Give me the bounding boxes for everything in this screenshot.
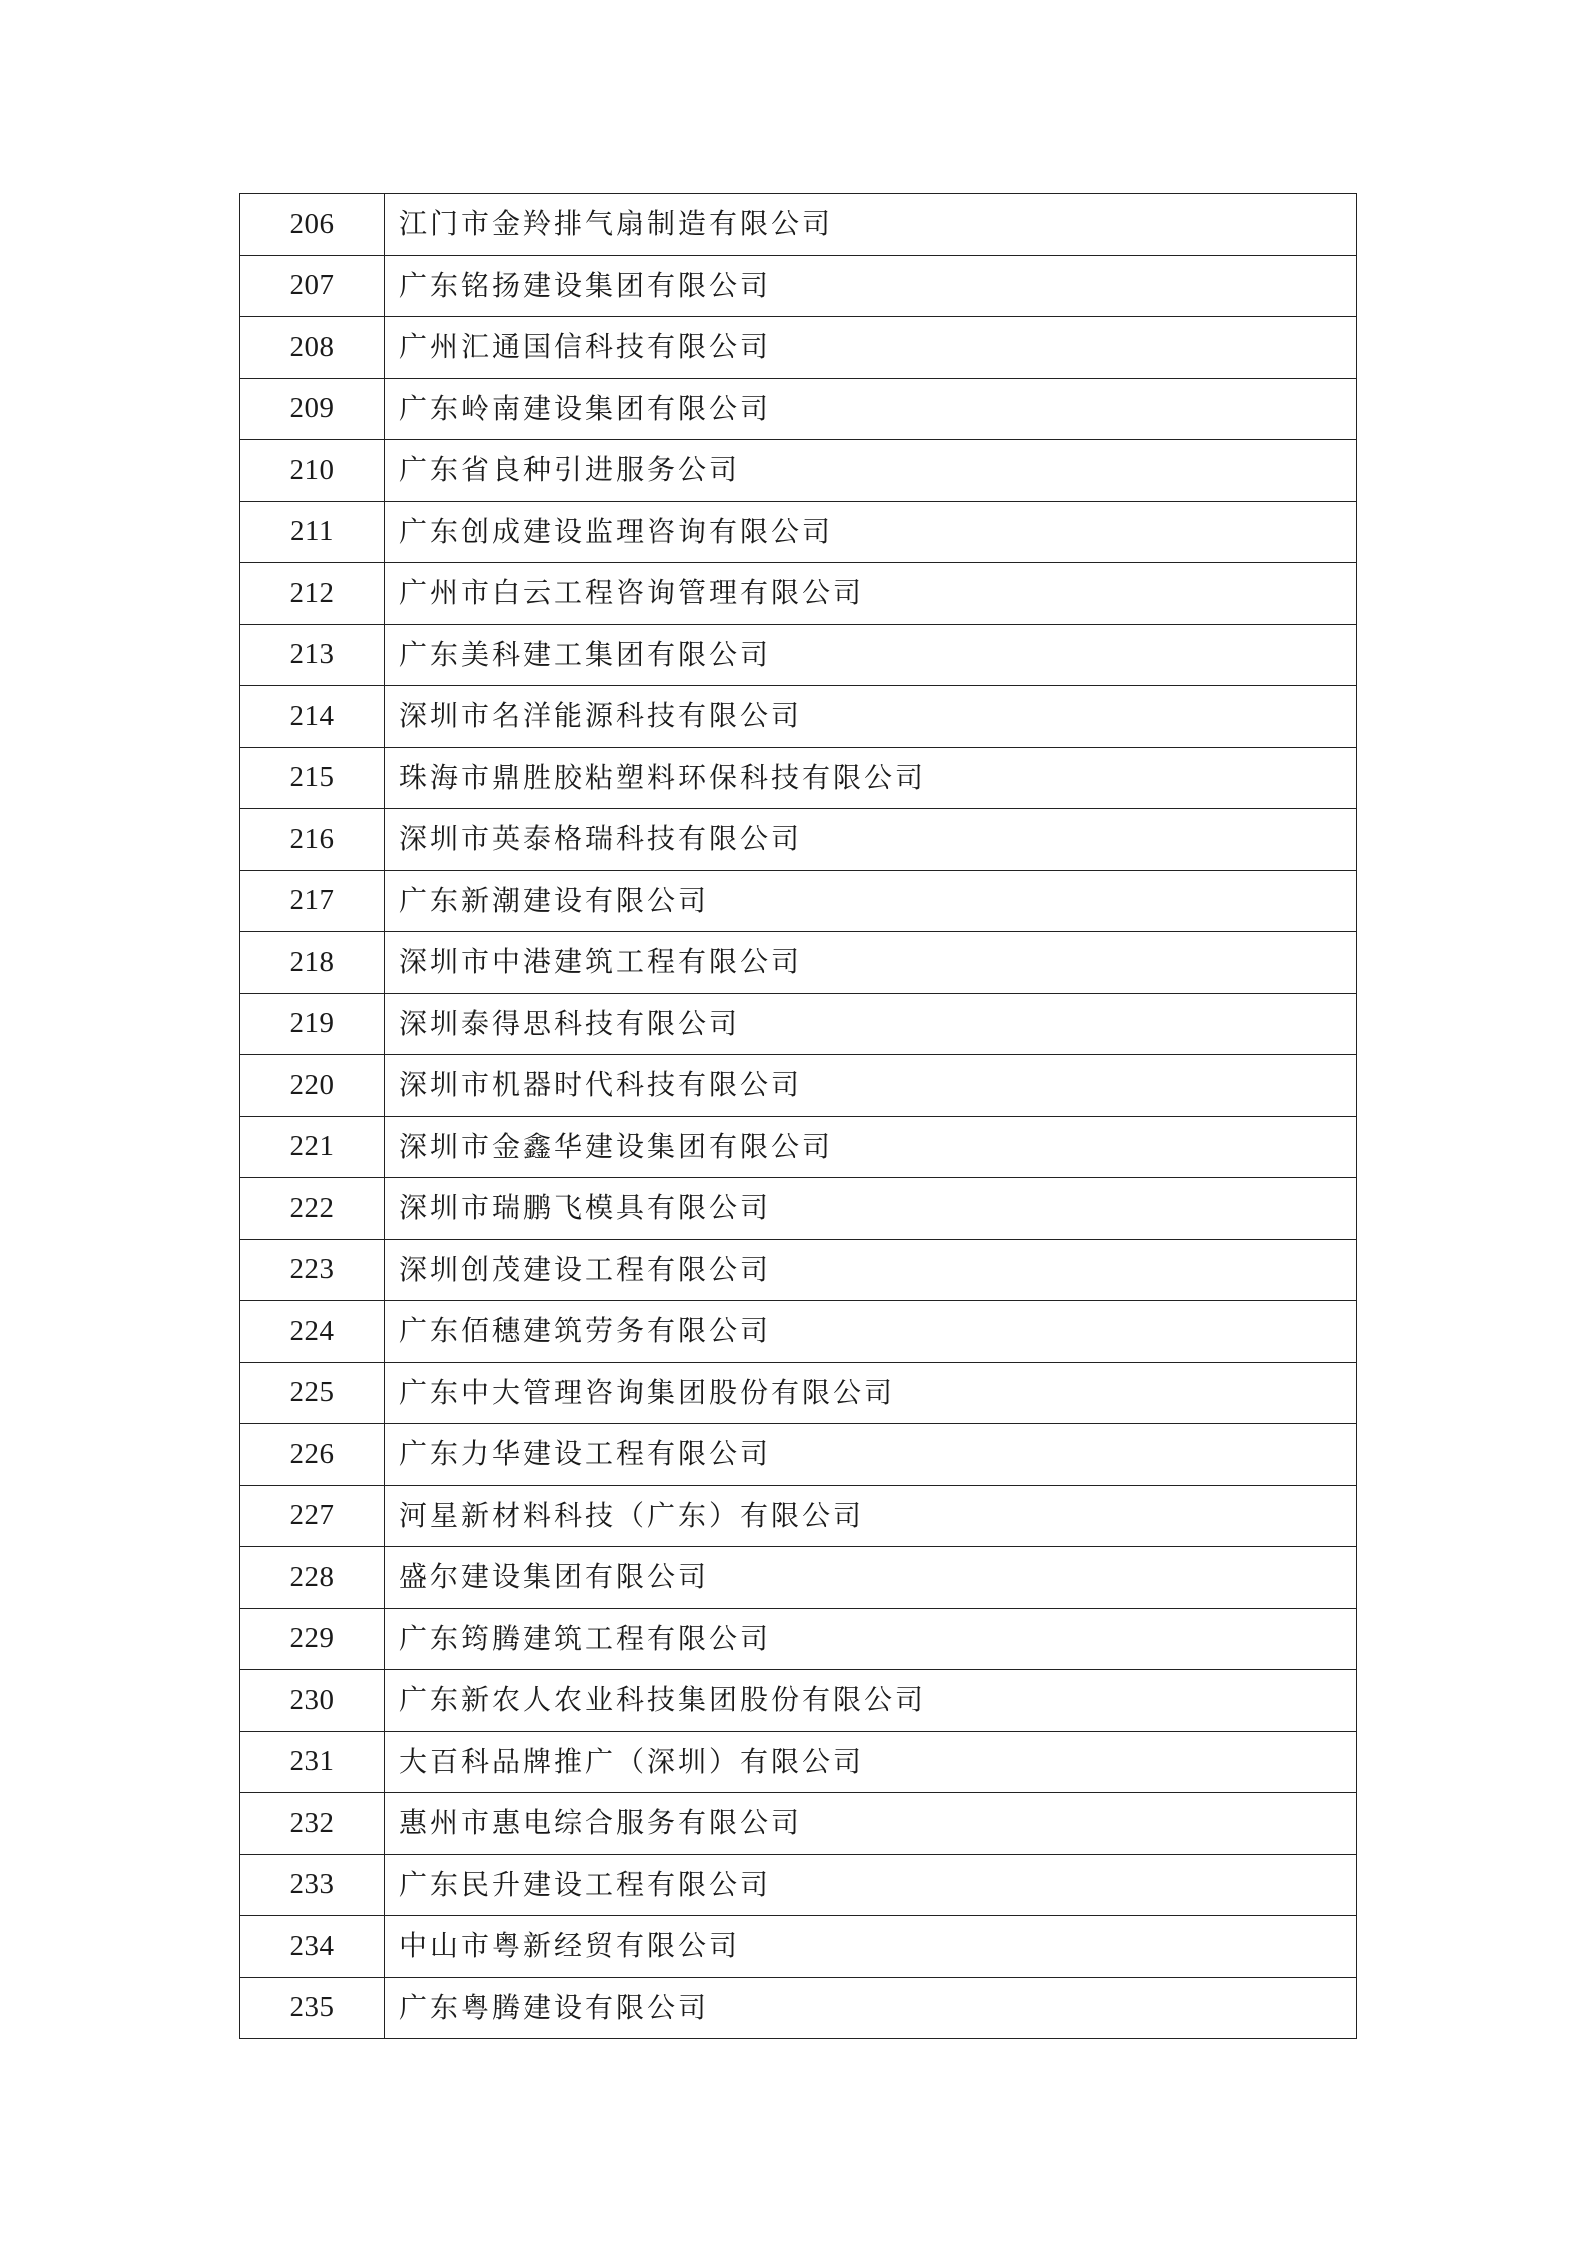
row-number: 226	[240, 1424, 385, 1486]
table-row	[240, 1424, 1357, 1486]
table-row	[240, 870, 1357, 932]
table-row	[240, 1116, 1357, 1178]
row-number: 232	[240, 1793, 385, 1855]
company-name: 广东岭南建设集团有限公司	[385, 378, 1357, 440]
table-row	[240, 1608, 1357, 1670]
row-number: 220	[240, 1055, 385, 1117]
table-row	[240, 440, 1357, 502]
company-name: 大百科品牌推广（深圳）有限公司	[385, 1731, 1357, 1793]
company-name: 广东新潮建设有限公司	[385, 870, 1357, 932]
row-number: 217	[240, 870, 385, 932]
table-row	[240, 1485, 1357, 1547]
row-number: 233	[240, 1854, 385, 1916]
company-name: 深圳市名洋能源科技有限公司	[385, 686, 1357, 748]
company-name: 广东力华建设工程有限公司	[385, 1424, 1357, 1486]
row-number: 231	[240, 1731, 385, 1793]
company-name: 深圳创茂建设工程有限公司	[385, 1239, 1357, 1301]
company-name: 深圳市中港建筑工程有限公司	[385, 932, 1357, 994]
row-number: 212	[240, 563, 385, 625]
row-number: 208	[240, 317, 385, 379]
company-name: 珠海市鼎胜胶粘塑料环保科技有限公司	[385, 747, 1357, 809]
company-name: 深圳市机器时代科技有限公司	[385, 1055, 1357, 1117]
table-row	[240, 378, 1357, 440]
row-number: 206	[240, 194, 385, 256]
table-row	[240, 317, 1357, 379]
row-number: 211	[240, 501, 385, 563]
row-number: 228	[240, 1547, 385, 1609]
table-row	[240, 624, 1357, 686]
table-row	[240, 1362, 1357, 1424]
company-name: 河星新材料科技（广东）有限公司	[385, 1485, 1357, 1547]
table-row	[240, 1055, 1357, 1117]
table-row	[240, 1547, 1357, 1609]
company-name: 广东粤腾建设有限公司	[385, 1977, 1357, 2039]
table-row	[240, 194, 1357, 256]
company-list-body	[240, 194, 1357, 2039]
company-name: 广东佰穗建筑劳务有限公司	[385, 1301, 1357, 1363]
company-name: 深圳市金鑫华建设集团有限公司	[385, 1116, 1357, 1178]
row-number: 221	[240, 1116, 385, 1178]
row-number: 218	[240, 932, 385, 994]
table-row	[240, 1731, 1357, 1793]
table-row	[240, 1854, 1357, 1916]
table-row	[240, 993, 1357, 1055]
table-row	[240, 563, 1357, 625]
company-name: 深圳泰得思科技有限公司	[385, 993, 1357, 1055]
company-name: 广东省良种引进服务公司	[385, 440, 1357, 502]
company-name: 广东民升建设工程有限公司	[385, 1854, 1357, 1916]
row-number: 207	[240, 255, 385, 317]
table-row	[240, 686, 1357, 748]
row-number: 209	[240, 378, 385, 440]
table-row	[240, 932, 1357, 994]
table-row	[240, 1178, 1357, 1240]
table-row	[240, 1793, 1357, 1855]
row-number: 215	[240, 747, 385, 809]
company-name: 广东美科建工集团有限公司	[385, 624, 1357, 686]
company-name: 广州汇通国信科技有限公司	[385, 317, 1357, 379]
company-name: 广东创成建设监理咨询有限公司	[385, 501, 1357, 563]
table-row	[240, 809, 1357, 871]
company-name: 广东筠腾建筑工程有限公司	[385, 1608, 1357, 1670]
row-number: 223	[240, 1239, 385, 1301]
company-list-table	[239, 193, 1357, 2039]
row-number: 224	[240, 1301, 385, 1363]
row-number: 230	[240, 1670, 385, 1732]
row-number: 214	[240, 686, 385, 748]
row-number: 219	[240, 993, 385, 1055]
table-row	[240, 1670, 1357, 1732]
row-number: 225	[240, 1362, 385, 1424]
table-row	[240, 1239, 1357, 1301]
row-number: 216	[240, 809, 385, 871]
row-number: 210	[240, 440, 385, 502]
company-name: 盛尔建设集团有限公司	[385, 1547, 1357, 1609]
company-name: 广东铭扬建设集团有限公司	[385, 255, 1357, 317]
table-row	[240, 1301, 1357, 1363]
row-number: 213	[240, 624, 385, 686]
company-name: 广东中大管理咨询集团股份有限公司	[385, 1362, 1357, 1424]
company-name: 惠州市惠电综合服务有限公司	[385, 1793, 1357, 1855]
row-number: 235	[240, 1977, 385, 2039]
row-number: 227	[240, 1485, 385, 1547]
row-number: 222	[240, 1178, 385, 1240]
company-name: 广州市白云工程咨询管理有限公司	[385, 563, 1357, 625]
table-row	[240, 501, 1357, 563]
row-number: 229	[240, 1608, 385, 1670]
company-name: 广东新农人农业科技集团股份有限公司	[385, 1670, 1357, 1732]
table-row	[240, 1916, 1357, 1978]
company-name: 江门市金羚排气扇制造有限公司	[385, 194, 1357, 256]
row-number: 234	[240, 1916, 385, 1978]
table-row	[240, 255, 1357, 317]
table-row	[240, 1977, 1357, 2039]
table-row	[240, 747, 1357, 809]
company-name: 深圳市英泰格瑞科技有限公司	[385, 809, 1357, 871]
company-name: 深圳市瑞鹏飞模具有限公司	[385, 1178, 1357, 1240]
company-name: 中山市粤新经贸有限公司	[385, 1916, 1357, 1978]
